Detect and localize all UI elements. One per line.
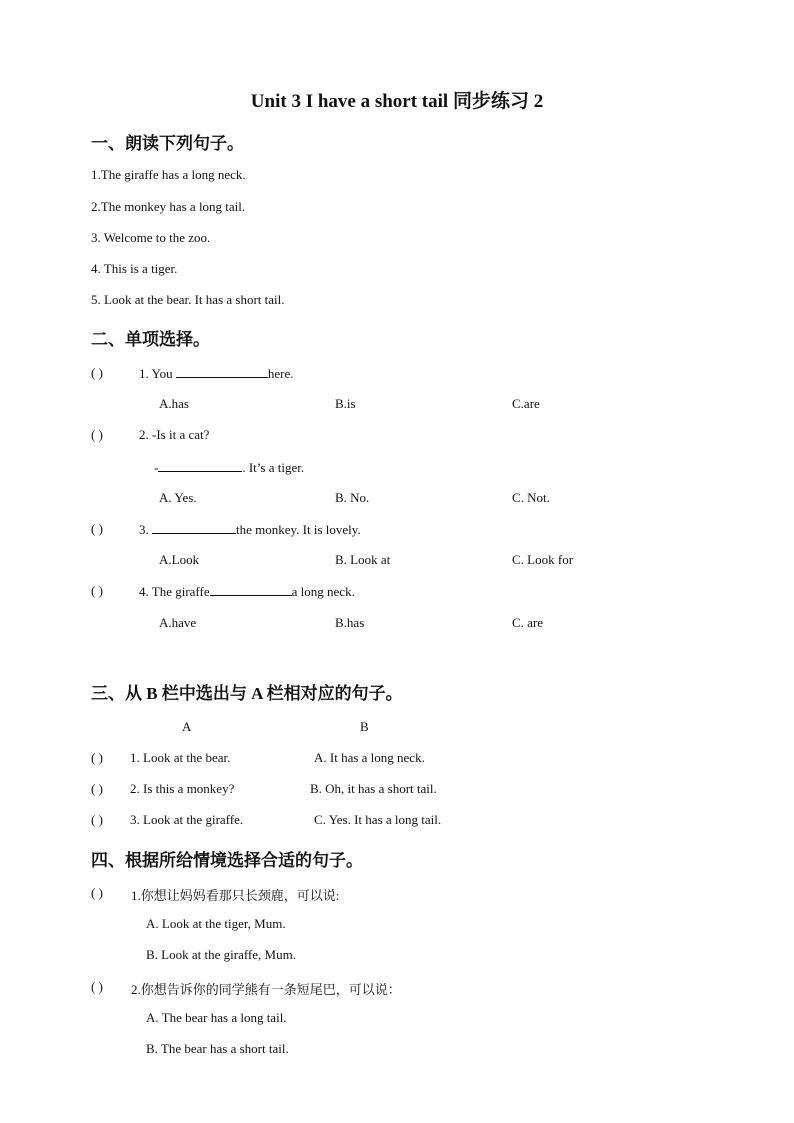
page-title: Unit 3 I have a short tail 同步练习 2 [250,91,544,112]
option-a: A. The bear has a long tail. [146,1010,287,1025]
sentence-5: 5. Look at the bear. It has a short tail. [91,292,285,307]
question-4 [139,583,355,600]
question-3-text-end: the monkey. It is lovely. [236,522,361,537]
option-c: C. are [512,615,544,630]
option-b: B. No. [335,490,370,505]
option-b: B. Look at [335,552,391,567]
answer-bracket[interactable]: ( ) [91,365,103,380]
option-c: C. Not. [512,490,550,505]
answer-bracket[interactable]: ( ) [91,812,103,827]
question-2-text-end: . It’s a tiger. [242,460,305,475]
question-4-text-end: a long neck. [291,584,355,599]
answer-bracket[interactable]: ( ) [91,750,103,765]
answer-blank[interactable] [176,365,268,378]
sentence-3: 3. Welcome to the zoo. [91,230,211,245]
question-1 [139,365,293,382]
option-b: B.is [335,396,356,411]
match-a-item: 1. Look at the bear. [130,750,231,765]
answer-blank[interactable] [210,583,292,596]
option-a: A.Look [159,552,200,567]
option-a: A. Yes. [159,490,197,505]
match-b-item: A. It has a long neck. [314,750,425,765]
option-a: A. Look at the tiger, Mum. [146,916,286,931]
option-b: B. The bear has a short tail. [146,1041,289,1056]
section-3-heading: 三、从 B 栏中选出与 A 栏相对应的句子。 [91,684,403,703]
scenario-2: 2.你想告诉你的同学熊有一条短尾巴，可以说： [131,982,401,997]
column-b-header: B [360,719,369,734]
question-3-number: 3. [139,522,152,537]
answer-bracket[interactable]: ( ) [91,979,103,994]
answer-bracket[interactable]: ( ) [91,781,103,796]
column-a-header: A [182,719,192,734]
option-a: A.has [159,396,189,411]
answer-bracket[interactable]: ( ) [91,427,103,442]
match-a-item: 3. Look at the giraffe. [130,812,244,827]
answer-bracket[interactable]: ( ) [91,583,103,598]
sentence-1: 1.The giraffe has a long neck. [91,167,246,182]
section-4-heading: 四、根据所给情境选择合适的句子。 [91,851,363,870]
option-a: A.have [159,615,197,630]
option-b: B. Look at the giraffe, Mum. [146,947,296,962]
sentence-4: 4. This is a tiger. [91,261,178,276]
question-3 [139,521,361,538]
question-2-dash: - [154,460,159,475]
match-b-item: B. Oh, it has a short tail. [310,781,437,796]
section-1-heading: 一、朗读下列句子。 [91,134,244,153]
match-b-item: C. Yes. It has a long tail. [314,812,442,827]
option-c: C. Look for [512,552,574,567]
section-2-heading: 二、单项选择。 [91,330,210,349]
question-2-response [154,459,304,476]
question-1-text: 1. You [139,366,176,381]
sentence-2: 2.The monkey has a long tail. [91,199,246,214]
option-b: B.has [335,615,365,630]
answer-blank[interactable] [158,459,242,472]
question-1-text-end: here. [267,366,294,381]
answer-bracket[interactable]: ( ) [91,885,103,900]
scenario-1: 1.你想让妈妈看那只长颈鹿，可以说: [131,888,340,903]
option-c: C.are [512,396,540,411]
match-a-item: 2. Is this a monkey? [130,781,235,796]
answer-blank[interactable] [152,521,236,534]
question-4-text: 4. The giraffe [139,584,210,599]
question-2: 2. -Is it a cat? [139,427,210,442]
answer-bracket[interactable]: ( ) [91,521,103,536]
